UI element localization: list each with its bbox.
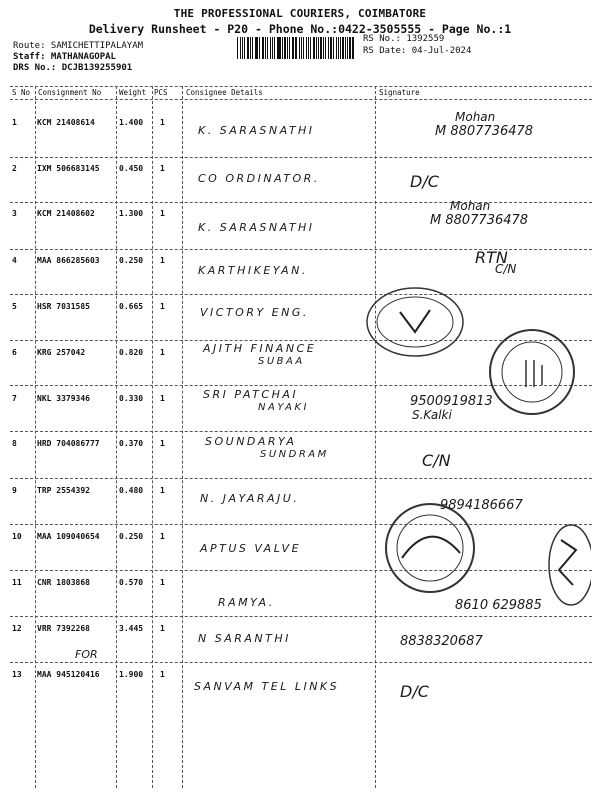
row-sno: 10 xyxy=(12,532,22,541)
row-signature: 8610 629885 xyxy=(455,598,542,613)
row-pcs: 1 xyxy=(160,532,165,541)
row-consignee: CO ORDINATOR. xyxy=(198,172,320,185)
col-divider xyxy=(152,86,153,788)
row-signature-note: S.Kalki xyxy=(412,408,452,422)
col-divider xyxy=(116,86,117,788)
col-header-pcs: PCS xyxy=(154,88,168,97)
row-weight: 0.250 xyxy=(119,256,144,265)
row-signature: D/C xyxy=(400,682,429,701)
table-header-rule xyxy=(10,99,592,100)
row-consignee: K. SARASNATHI xyxy=(198,221,315,234)
row-sno: 5 xyxy=(12,302,17,311)
row-sno: 4 xyxy=(12,256,17,265)
row-pcs: 1 xyxy=(160,164,165,173)
row-signature: 8838320687 xyxy=(400,634,483,649)
row-consignee: AJITH FINANCE xyxy=(203,342,317,355)
row-signature: M 8807736478 xyxy=(430,213,529,228)
row-sno: 3 xyxy=(12,209,17,218)
row-consignment: NKL 3379346 xyxy=(37,394,90,403)
row-weight: 3.445 xyxy=(119,624,144,633)
row-pcs: 1 xyxy=(160,118,165,127)
row-weight: 1.300 xyxy=(119,209,144,218)
row-divider xyxy=(10,662,592,663)
row-consignee-line2: SUNDRAM xyxy=(260,449,329,460)
row-consignment: MAA 109040654 xyxy=(37,532,100,541)
row-signature: 9500919813 xyxy=(410,394,493,409)
row-divider xyxy=(10,524,592,525)
row-consignee-line2: NAYAKI xyxy=(258,402,310,413)
partial-seal-stamp xyxy=(541,520,591,610)
row-pcs: 1 xyxy=(160,578,165,587)
company-seal-stamp xyxy=(482,325,582,420)
row-sno: 13 xyxy=(12,670,22,679)
col-header-weight: Weight xyxy=(119,88,147,97)
row-sno: 1 xyxy=(12,118,17,127)
engineering-stamp xyxy=(360,282,470,362)
row-consignee: N SARANTHI xyxy=(198,632,291,645)
row-weight: 1.400 xyxy=(119,118,144,127)
rs-number: RS No.: 1392559 xyxy=(363,34,445,44)
row-weight: 0.250 xyxy=(119,532,144,541)
row-pcs: 1 xyxy=(160,670,165,679)
row-pcs: 1 xyxy=(160,486,165,495)
row-weight: 0.570 xyxy=(119,578,144,587)
row-consignee: K. SARASNATHI xyxy=(198,124,315,137)
row-weight: 0.370 xyxy=(119,439,144,448)
row-consignment: KCM 21408602 xyxy=(37,209,95,218)
row-consignee: APTUS VALVE xyxy=(200,542,302,555)
row-consignee: KARTHIKEYAN. xyxy=(198,264,308,277)
col-header-consignee: Consignee Details xyxy=(186,88,263,97)
row-pcs: 1 xyxy=(160,256,165,265)
row-signature-note: Mohan xyxy=(455,110,496,124)
row-consignment: HSR 7031585 xyxy=(37,302,90,311)
row-divider xyxy=(10,157,592,158)
row-consignment: HRD 704086777 xyxy=(37,439,100,448)
row-sno: 2 xyxy=(12,164,17,173)
route-label: Route: SAMICHETTIPALAYAM xyxy=(13,41,144,51)
row-consignment: TRP 2554392 xyxy=(37,486,90,495)
row-note: FOR xyxy=(75,648,98,661)
row-pcs: 1 xyxy=(160,348,165,357)
col-divider xyxy=(35,86,36,788)
row-consignee: RAMYA. xyxy=(218,596,275,609)
row-weight: 0.665 xyxy=(119,302,144,311)
col-divider xyxy=(182,86,183,788)
rs-date: RS Date: 04-Jul-2024 xyxy=(363,46,472,56)
row-signature-note: C/N xyxy=(495,262,517,276)
company-name: THE PROFESSIONAL COURIERS, COIMBATORE xyxy=(173,7,427,20)
row-sno: 12 xyxy=(12,624,22,633)
row-pcs: 1 xyxy=(160,302,165,311)
row-divider xyxy=(10,616,592,617)
row-signature: RTN xyxy=(475,248,508,267)
row-sno: 11 xyxy=(12,578,22,587)
row-pcs: 1 xyxy=(160,394,165,403)
row-consignee: SOUNDARYA xyxy=(205,435,297,448)
row-consignee: VICTORY ENG. xyxy=(200,306,309,319)
row-divider xyxy=(10,570,592,571)
row-divider xyxy=(10,294,592,295)
row-signature: C/N xyxy=(422,451,451,470)
row-signature: D/C xyxy=(410,172,439,191)
row-sno: 9 xyxy=(12,486,17,495)
row-consignment: KCM 21408614 xyxy=(37,118,95,127)
row-sno: 7 xyxy=(12,394,17,403)
row-weight: 0.480 xyxy=(119,486,144,495)
row-divider xyxy=(10,202,592,203)
row-signature-note: Mohan xyxy=(450,199,491,213)
row-divider xyxy=(10,431,592,432)
staff-label: Staff: MATHANAGOPAL xyxy=(13,52,116,62)
col-header-consignment: Consignment No xyxy=(38,88,102,97)
row-divider xyxy=(10,478,592,479)
row-signature: M 8807736478 xyxy=(435,124,534,139)
round-seal-stamp xyxy=(380,498,480,598)
row-consignment: VRR 7392268 xyxy=(37,624,90,633)
row-consignee: SANVAM TEL LINKS xyxy=(194,680,340,693)
col-header-sno: S No xyxy=(12,88,31,97)
col-header-signature: Signature xyxy=(379,88,420,97)
runsheet-title: Delivery Runsheet - P20 - Phone No.:0422-3505555 - Page No.:1 xyxy=(88,22,512,36)
row-consignee: SRI PATCHAI xyxy=(203,388,299,401)
row-weight: 0.330 xyxy=(119,394,144,403)
row-weight: 0.450 xyxy=(119,164,144,173)
row-pcs: 1 xyxy=(160,624,165,633)
row-consignment: MAA 866285603 xyxy=(37,256,100,265)
row-consignee: N. JAYARAJU. xyxy=(200,492,300,505)
row-pcs: 1 xyxy=(160,439,165,448)
row-weight: 1.900 xyxy=(119,670,144,679)
row-consignment: MAA 945120416 xyxy=(37,670,100,679)
row-consignment: KRG 257042 xyxy=(37,348,86,357)
col-divider xyxy=(375,86,376,788)
row-consignment: IXM 506683145 xyxy=(37,164,100,173)
row-consignment: CNR 1803868 xyxy=(37,578,90,587)
drs-number: DRS No.: DCJB139255901 xyxy=(13,63,133,73)
table-top-rule xyxy=(10,86,592,87)
row-sno: 8 xyxy=(12,439,17,448)
row-pcs: 1 xyxy=(160,209,165,218)
row-consignee-line2: SUBAA xyxy=(258,356,305,367)
row-sno: 6 xyxy=(12,348,17,357)
row-signature: 9894186667 xyxy=(440,498,523,513)
row-weight: 0.820 xyxy=(119,348,144,357)
barcode xyxy=(237,37,355,59)
